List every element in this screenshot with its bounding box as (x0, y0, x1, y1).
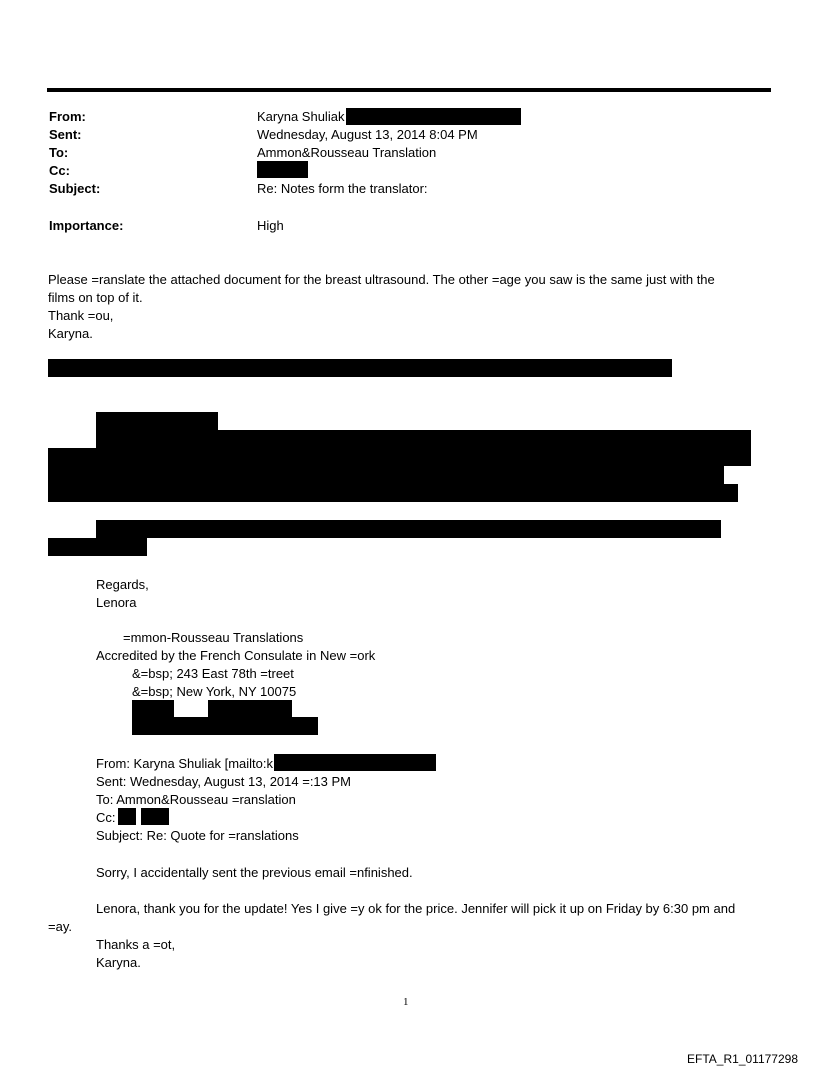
quoted-closing: Thanks a =ot, (96, 937, 176, 952)
from-value: Karyna Shuliak (257, 109, 345, 124)
quoted-signature: Karyna. (96, 955, 141, 970)
body-line: Please =ranslate the attached document for the breast ultrasound. The other =age you saw is the same just with the (48, 272, 715, 287)
quoted-subject: Subject: Re: Quote for =ranslations (96, 828, 299, 843)
redaction-block (96, 412, 218, 432)
document-id: EFTA_R1_01177298 (687, 1052, 798, 1066)
redaction-block (118, 808, 136, 825)
redaction-block (48, 359, 672, 377)
importance-value: High (257, 218, 284, 233)
redaction-block (48, 484, 738, 502)
subject-label: Subject: (49, 181, 101, 196)
body-line: films on top of it. (48, 290, 143, 305)
redaction-block (346, 108, 521, 125)
quoted-paragraph: Sorry, I accidentally sent the previous email =nfinished. (96, 865, 413, 880)
redaction-block (141, 808, 169, 825)
redaction-block (132, 700, 174, 718)
redaction-block (96, 520, 721, 538)
quoted-to: To: Ammon&Rousseau =ranslation (96, 792, 296, 807)
page-number: 1 (403, 996, 409, 1008)
quoted-paragraph: Lenora, thank you for the update! Yes I give =y ok for the price. Jennifer will pick it up on Friday by 6:30 pm and (96, 901, 736, 916)
body-line: Karyna. (48, 326, 93, 341)
quoted-sent: Sent: Wednesday, August 13, 2014 =:13 PM (96, 774, 351, 789)
to-label: To: (49, 145, 69, 160)
from-label: From: (49, 109, 86, 124)
subject-value: Re: Notes form the translator: (257, 181, 428, 196)
sent-label: Sent: (49, 127, 82, 142)
sent-value: Wednesday, August 13, 2014 8:04 PM (257, 127, 478, 142)
quoted-from: From: Karyna Shuliak [mailto:k (96, 756, 274, 771)
redaction-block (274, 754, 436, 771)
importance-label: Importance: (49, 218, 124, 233)
redaction-block (48, 538, 147, 556)
header-rule (47, 88, 771, 92)
cc-label: Cc: (49, 163, 70, 178)
body-line: Thank =ou, (48, 308, 114, 323)
redaction-block (48, 448, 751, 466)
redaction-block (132, 717, 318, 735)
sender-name: Lenora (96, 595, 137, 610)
redaction-block (257, 161, 308, 178)
regards-text: Regards, (96, 577, 149, 592)
quoted-cc: Cc: (96, 810, 116, 825)
to-value: Ammon&Rousseau Translation (257, 145, 437, 160)
signature-line: Accredited by the French Consulate in New =ork (96, 648, 376, 663)
signature-line: &=bsp; 243 East 78th =treet (132, 666, 294, 681)
quoted-paragraph: =ay. (48, 919, 72, 934)
signature-line: &=bsp; New York, NY 10075 (132, 684, 297, 699)
signature-line: =mmon-Rousseau Translations (123, 630, 304, 645)
redaction-block (48, 466, 724, 484)
redaction-block (208, 700, 292, 718)
redaction-block (96, 430, 751, 448)
